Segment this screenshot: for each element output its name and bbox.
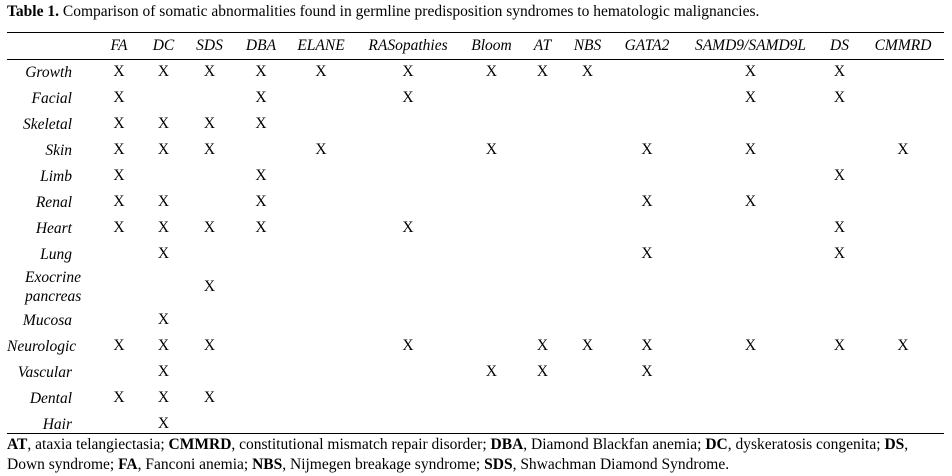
table-cell <box>862 307 944 333</box>
table-row <box>7 307 944 333</box>
table-cell <box>233 267 289 307</box>
table-row <box>7 359 944 385</box>
table-cell <box>186 411 233 437</box>
table-cell: X <box>203 141 216 158</box>
table-cell <box>186 307 233 333</box>
table-cell <box>233 359 289 385</box>
column-header: SAMD9/SAMD9L <box>694 37 807 54</box>
footnote-abbreviation: FA <box>118 456 138 473</box>
column-header: FA <box>110 37 128 54</box>
footnote-definition: , Nijmegen breakage syndrome; <box>282 456 485 473</box>
table-cell: X <box>833 219 846 236</box>
table-cell <box>289 411 353 437</box>
table-cell: X <box>255 63 267 80</box>
table-cell <box>289 385 353 411</box>
table-cell: X <box>113 219 125 236</box>
table-row <box>7 333 944 359</box>
row-label: Limb <box>40 167 72 185</box>
table-cell: X <box>402 63 414 80</box>
table-cell <box>565 241 610 267</box>
row-label: Vascular <box>17 363 72 381</box>
table-cell: X <box>833 63 846 80</box>
table-cell <box>610 59 684 85</box>
column-header: RASopathies <box>368 37 448 54</box>
table-row <box>7 189 944 215</box>
footnote-abbreviation: DC <box>705 436 728 453</box>
table-cell <box>610 385 684 411</box>
table-cell: X <box>315 141 327 158</box>
table-cell: X <box>641 363 653 380</box>
table-cell <box>97 241 141 267</box>
table-cell <box>353 241 463 267</box>
caption-label: Table 1. <box>7 3 59 20</box>
table-cell: X <box>113 389 125 406</box>
table-cell <box>862 411 944 437</box>
table-cell: X <box>255 89 267 106</box>
table-cell <box>520 307 565 333</box>
column-header: AT <box>533 37 552 54</box>
table-cell <box>353 307 463 333</box>
table-cell <box>289 163 353 189</box>
footnote-abbreviation: CMMRD <box>168 436 232 453</box>
table-cell <box>353 137 463 163</box>
column-header: ELANE <box>297 37 345 54</box>
table-cell <box>520 267 565 307</box>
row-label: Growth <box>25 63 72 81</box>
row-label: Mucosa <box>22 311 72 329</box>
table-cell <box>565 189 610 215</box>
table-cell <box>463 333 520 359</box>
table-cell: X <box>255 193 267 210</box>
table-cell: X <box>485 363 498 380</box>
table-cell <box>463 385 520 411</box>
table-cell: X <box>255 219 267 236</box>
table-cell <box>684 215 817 241</box>
column-header: DBA <box>245 37 277 54</box>
table-row <box>7 111 944 137</box>
table-cell: X <box>203 389 216 406</box>
table-caption <box>7 2 759 22</box>
table-cell <box>289 307 353 333</box>
table-cell: X <box>203 219 216 236</box>
row-label: Skeletal <box>22 115 72 133</box>
table-cell <box>97 359 141 385</box>
table-cell <box>520 189 565 215</box>
row-label-header <box>7 33 97 59</box>
table-cell: X <box>833 337 846 354</box>
table-footnote <box>7 435 947 475</box>
table-cell <box>610 411 684 437</box>
table-cell <box>610 267 684 307</box>
table-cell <box>289 111 353 137</box>
table-cell <box>289 333 353 359</box>
table-cell <box>289 85 353 111</box>
table-row <box>7 215 944 241</box>
table-cell: X <box>113 89 125 106</box>
table-cell: X <box>402 337 414 354</box>
table-cell <box>862 111 944 137</box>
table-cell <box>817 189 862 215</box>
footnote-definition: , Down syndrome; <box>7 436 909 473</box>
table-cell: X <box>157 193 170 210</box>
table-cell <box>463 307 520 333</box>
row-label: Hair <box>42 415 72 433</box>
table-cell <box>289 215 353 241</box>
table-cell <box>463 85 520 111</box>
table-cell <box>684 307 817 333</box>
table-cell <box>610 85 684 111</box>
table-cell <box>520 85 565 111</box>
table-cell <box>353 267 463 307</box>
table-cell <box>565 111 610 137</box>
table-row <box>7 137 944 163</box>
footnote-definition: , ataxia telangiectasia; <box>27 436 169 453</box>
table-cell <box>684 163 817 189</box>
table-cell <box>610 307 684 333</box>
table-cell: X <box>157 415 170 432</box>
table-cell: X <box>641 245 653 262</box>
table-row <box>7 267 944 307</box>
caption-text: Comparison of somatic abnormalities found in germline predisposition syndromes to hematologic malignancies. <box>58 3 760 20</box>
table-cell <box>610 163 684 189</box>
table-cell: X <box>157 311 170 328</box>
table-cell <box>289 241 353 267</box>
table-row <box>7 411 944 437</box>
row-label: Skin <box>45 141 72 159</box>
table-cell: X <box>833 89 846 106</box>
table-cell: X <box>641 141 653 158</box>
table-cell <box>862 215 944 241</box>
footnote-definition: , constitutional mismatch repair disorder; <box>231 436 491 453</box>
table-cell <box>463 215 520 241</box>
table-cell <box>463 411 520 437</box>
footnote-definition: , Diamond Blackfan anemia; <box>523 436 706 453</box>
table-cell: X <box>485 141 498 158</box>
table-cell <box>141 267 186 307</box>
row-label: Facial <box>31 89 72 107</box>
table-cell <box>862 385 944 411</box>
table-cell <box>565 267 610 307</box>
table-cell <box>520 241 565 267</box>
table-cell <box>186 163 233 189</box>
table-cell <box>463 267 520 307</box>
table-cell: X <box>203 278 216 295</box>
table-cell <box>233 137 289 163</box>
table-cell <box>233 385 289 411</box>
table-cell <box>684 359 817 385</box>
table-cell: X <box>833 245 846 262</box>
table-row <box>7 385 944 411</box>
row-label: Exocrine pancreas <box>25 269 82 305</box>
column-header: SDS <box>196 37 223 54</box>
table-cell <box>817 307 862 333</box>
table-cell <box>520 411 565 437</box>
table-cell <box>610 215 684 241</box>
table-cell: X <box>203 115 216 132</box>
table-cell: X <box>157 245 170 262</box>
table-cell <box>565 163 610 189</box>
column-header: DC <box>152 37 175 54</box>
footnote-abbreviation: AT <box>7 436 28 453</box>
table-cell: X <box>157 337 170 354</box>
table-cell: X <box>113 167 125 184</box>
footnote-abbreviation: DBA <box>490 436 524 453</box>
table-cell: X <box>744 89 757 106</box>
row-label: Lung <box>40 245 72 263</box>
table-cell <box>565 215 610 241</box>
table-cell <box>817 267 862 307</box>
table-cell: X <box>255 115 267 132</box>
row-label: Renal <box>35 193 72 211</box>
table-cell <box>862 359 944 385</box>
table-cell <box>862 189 944 215</box>
table-cell <box>186 85 233 111</box>
table-cell <box>565 85 610 111</box>
table-cell <box>817 411 862 437</box>
column-header: DS <box>830 37 849 54</box>
row-label: Dental <box>29 389 72 407</box>
table-cell <box>817 359 862 385</box>
table-cell: X <box>315 63 327 80</box>
row-label: Heart <box>35 219 72 237</box>
table-cell <box>141 85 186 111</box>
table-cell: X <box>402 89 414 106</box>
table-cell: X <box>581 63 594 80</box>
table-cell <box>353 111 463 137</box>
table-row <box>7 59 944 85</box>
table-cell: X <box>157 363 170 380</box>
abnormalities-table <box>7 33 944 437</box>
table-cell: X <box>203 337 216 354</box>
table-cell: X <box>203 63 216 80</box>
footnote-definition: , dyskeratosis congenita; <box>727 436 885 453</box>
row-label: Neurologic <box>7 337 77 355</box>
table-cell: X <box>157 219 170 236</box>
footnote-definition: , Shwachman Diamond Syndrome. <box>512 456 730 473</box>
table-cell <box>520 163 565 189</box>
table-cell <box>233 307 289 333</box>
table-cell: X <box>744 337 757 354</box>
table-cell <box>233 411 289 437</box>
table-cell <box>520 111 565 137</box>
table-cell: X <box>157 389 170 406</box>
table-cell: X <box>897 337 909 354</box>
table-cell: X <box>113 115 125 132</box>
table-row <box>7 241 944 267</box>
table-cell <box>565 411 610 437</box>
table-cell <box>353 385 463 411</box>
table-cell <box>353 411 463 437</box>
table-cell <box>233 333 289 359</box>
table-cell <box>520 385 565 411</box>
table-cell: X <box>255 167 267 184</box>
table-cell <box>862 85 944 111</box>
table-cell <box>353 189 463 215</box>
table-cell <box>565 385 610 411</box>
table-cell: X <box>113 141 125 158</box>
table-cell: X <box>113 63 125 80</box>
table-cell: X <box>897 141 909 158</box>
table-cell <box>186 189 233 215</box>
table-cell: X <box>402 219 414 236</box>
table-cell <box>817 385 862 411</box>
table-cell <box>565 307 610 333</box>
table-cell <box>862 267 944 307</box>
table-cell: X <box>744 141 757 158</box>
table-cell <box>817 111 862 137</box>
column-header: CMMRD <box>874 37 932 54</box>
table-cell <box>684 267 817 307</box>
table-cell: X <box>581 337 594 354</box>
table-cell: X <box>641 337 653 354</box>
table-cell <box>463 163 520 189</box>
table-cell: X <box>157 115 170 132</box>
table-cell <box>233 241 289 267</box>
footnote-definition: , Fanconi anemia; <box>137 456 253 473</box>
table-cell <box>684 111 817 137</box>
table-cell: X <box>113 193 125 210</box>
table-header-row <box>7 33 944 59</box>
table-cell <box>97 411 141 437</box>
table-row <box>7 85 944 111</box>
table-cell: X <box>641 193 653 210</box>
table-cell <box>817 137 862 163</box>
table-cell <box>862 59 944 85</box>
table-cell <box>463 241 520 267</box>
table-cell: X <box>536 337 549 354</box>
table-cell <box>353 163 463 189</box>
table-cell <box>289 359 353 385</box>
table-cell: X <box>485 63 498 80</box>
table-cell: X <box>157 141 170 158</box>
table-cell <box>186 359 233 385</box>
table-cell <box>289 189 353 215</box>
table-cell <box>862 163 944 189</box>
table-cell <box>565 137 610 163</box>
table-cell <box>186 241 233 267</box>
table-cell: X <box>157 63 170 80</box>
table-cell <box>862 241 944 267</box>
table-cell: X <box>536 63 549 80</box>
table-cell <box>520 215 565 241</box>
table-cell: X <box>536 363 549 380</box>
table-cell <box>565 359 610 385</box>
table-cell <box>463 189 520 215</box>
column-header: NBS <box>573 37 602 54</box>
table-cell <box>684 241 817 267</box>
table-cell <box>141 163 186 189</box>
footnote-abbreviation: DS <box>884 436 905 453</box>
table-cell: X <box>113 337 125 354</box>
table-cell <box>353 359 463 385</box>
table-cell <box>684 411 817 437</box>
table-cell <box>520 137 565 163</box>
column-header: Bloom <box>471 37 512 54</box>
table-cell: X <box>744 193 757 210</box>
table-cell <box>610 111 684 137</box>
table-cell <box>97 307 141 333</box>
table-row <box>7 163 944 189</box>
column-header: GATA2 <box>624 37 670 54</box>
table-cell <box>463 111 520 137</box>
footnote-abbreviation: NBS <box>252 456 283 473</box>
table-cell <box>289 267 353 307</box>
table-cell <box>684 385 817 411</box>
footnote-abbreviation: SDS <box>484 456 513 473</box>
table-cell <box>97 267 141 307</box>
table-cell: X <box>833 167 846 184</box>
table-cell: X <box>744 63 757 80</box>
